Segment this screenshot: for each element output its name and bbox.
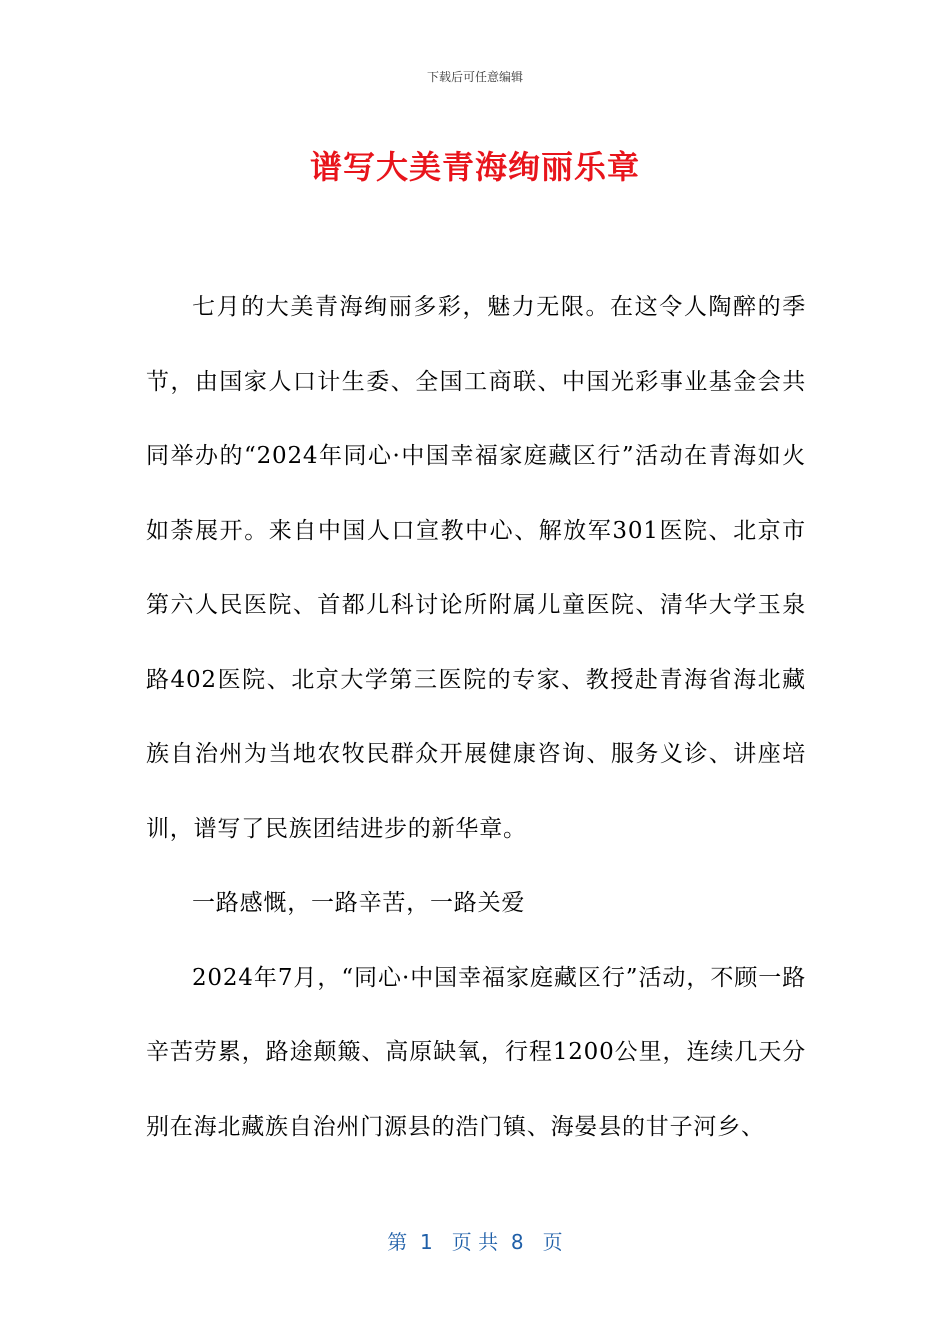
document-body bbox=[146, 270, 806, 1164]
paragraph-subheading: 一路感慨，一路辛苦，一路关爱 bbox=[192, 890, 526, 916]
paragraph-intro: 七月的大美青海绚丽多彩，魅力无限。在这令人陶醉的季节，由国家人口计生委、全国工商联、中国光彩事业基金会共同举办的“2024年同心·中国幸福家庭藏区行”活动在青海如火如荼展开。来自中国人口宣教中心、解放军301医院、北京市第六人民医院、首都儿科讨论所附属儿童医院、清华大学玉泉路402医院、北京大学第三医院的专家、教授赴青海省海北藏族自治州为当地农牧民群众开展健康咨询、服务义诊、讲座培训，谱写了民族团结进步的新华章。 bbox=[146, 294, 806, 842]
header-note: 下载后可任意编辑 bbox=[426, 70, 523, 84]
document-title: 谱写大美青海绚丽乐章 bbox=[309, 148, 640, 186]
paragraph-activity: 2024年7月，“同心·中国幸福家庭藏区行”活动，不顾一路辛苦劳累，路途颠簸、高原缺氧，行程1200公里，连续几天分别在海北藏族自治州门源县的浩门镇、海晏县的甘子河乡、 bbox=[146, 964, 806, 1140]
page-footer: 第 1 页 共 8 页 bbox=[387, 1230, 563, 1254]
